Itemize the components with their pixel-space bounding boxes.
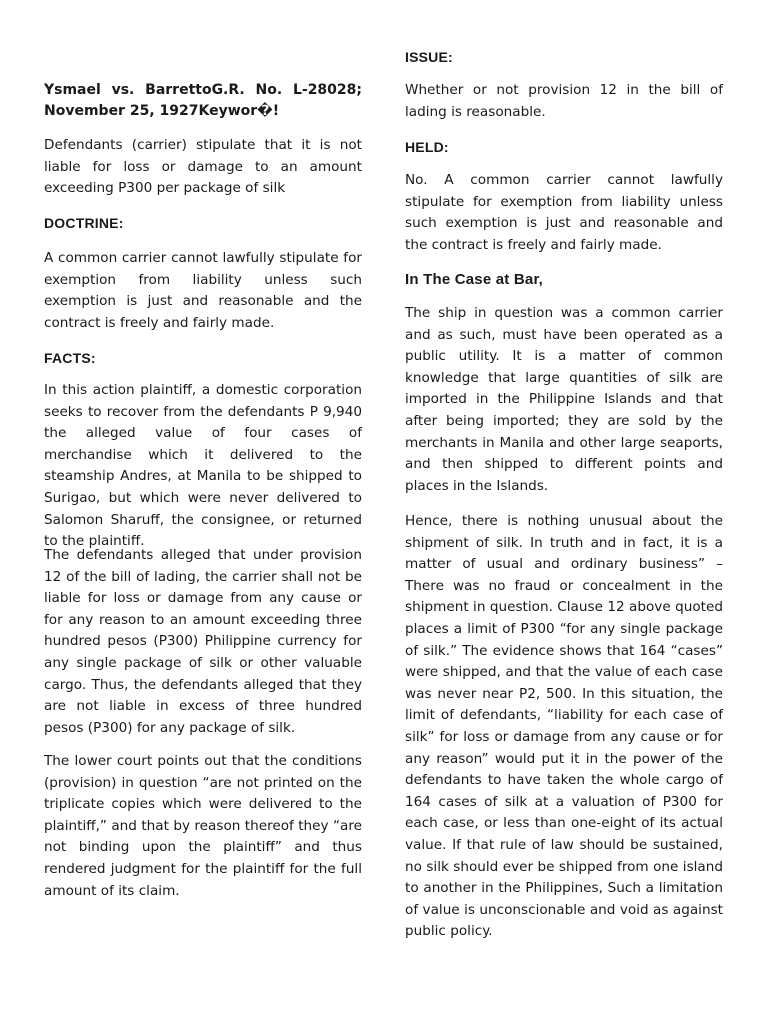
facts-paragraph-3: The lower court points out that the conditions (provision) in question “are not printed on the triplicate copies which were delivered to the plaintiff,” and that by reason thereof they “are not binding upon the plaintiff” and thus rendered judgment for the plaintiff for the full amount of its claim. bbox=[44, 753, 362, 899]
issue-text: Whether or not provision 12 in the bill of lading is reasonable. bbox=[405, 82, 723, 120]
issue-heading: ISSUE: bbox=[405, 49, 453, 65]
held-heading: HELD: bbox=[405, 139, 449, 155]
doctrine-text: A common carrier cannot lawfully stipulate for exemption from liability unless such exemption is just and reasonable and the contract is freely and fairly made. bbox=[44, 250, 362, 331]
facts-heading: FACTS: bbox=[44, 350, 96, 366]
held-text: No. A common carrier cannot lawfully stipulate for exemption from liability unless such exemption is just and reasonable and the contract is freely and fairly made. bbox=[405, 172, 723, 253]
facts-paragraph-1: In this action plaintiff, a domestic corporation seeks to recover from the defendants P 9,940 the alleged value of four cases of merchandise which it delivered to the steamship Andres, at Manila to be shipped to Surigao, but which were never delivered to Salomon Sharuff, the consignee, or returned to the plaintiff. bbox=[44, 382, 362, 550]
case-at-bar-paragraph-1: The ship in question was a common carrier and as such, must have been operated as a public utility. It is a matter of common knowledge that large quantities of silk are imported in the Philippine Islands and that after being imported; they are sold by the merchants in Manila and other large seaports, and then shipped to different points and places in the Islands. bbox=[405, 305, 723, 494]
facts-paragraph-2: The defendants alleged that under provision 12 of the bill of lading, the carrier shall not be liable for loss or damage from any cause or for any reason to an amount exceeding three hundred pesos (P300) Philippine currency for any single package of silk or other valuable cargo. Thus, the defendants alleged that they are not liable in excess of three hundred pesos (P300) for any package of silk. bbox=[44, 547, 362, 736]
case-at-bar-paragraph-2: Hence, there is nothing unusual about the shipment of silk. In truth and in fact, it is a matter of usual and ordinary business” – There was no fraud or concealment in the shipment in question. Clause 12 above quoted places a limit of P300 “for any single package of silk.” The evidence shows that 164 “cases” were shipped, and that the value of each case was never near P2, 500. In this situation, the limit of defendants, “liability for each case of silk” for loss or damage from any cause or for any reason” would put it in the power of the defendants to have taken the whole cargo of 164 cases of silk at a valuation of P300 for each case, or less than one-eight of its actual value. If that rule of law should be sustained, no silk should ever be shipped from one island to another in the Philippines, Such a limitation of value is unconscionable and void as against public policy. bbox=[405, 513, 723, 940]
case-at-bar-heading: In The Case at Bar, bbox=[405, 271, 544, 288]
doctrine-heading: DOCTRINE: bbox=[44, 215, 124, 231]
case-title: Ysmael vs. BarrettoG.R. No. L-28028; November 25, 1927Keywor�! bbox=[44, 82, 362, 119]
case-summary: Defendants (carrier) stipulate that it is not liable for loss or damage to an amount exceeding P300 per package of silk bbox=[44, 137, 362, 197]
